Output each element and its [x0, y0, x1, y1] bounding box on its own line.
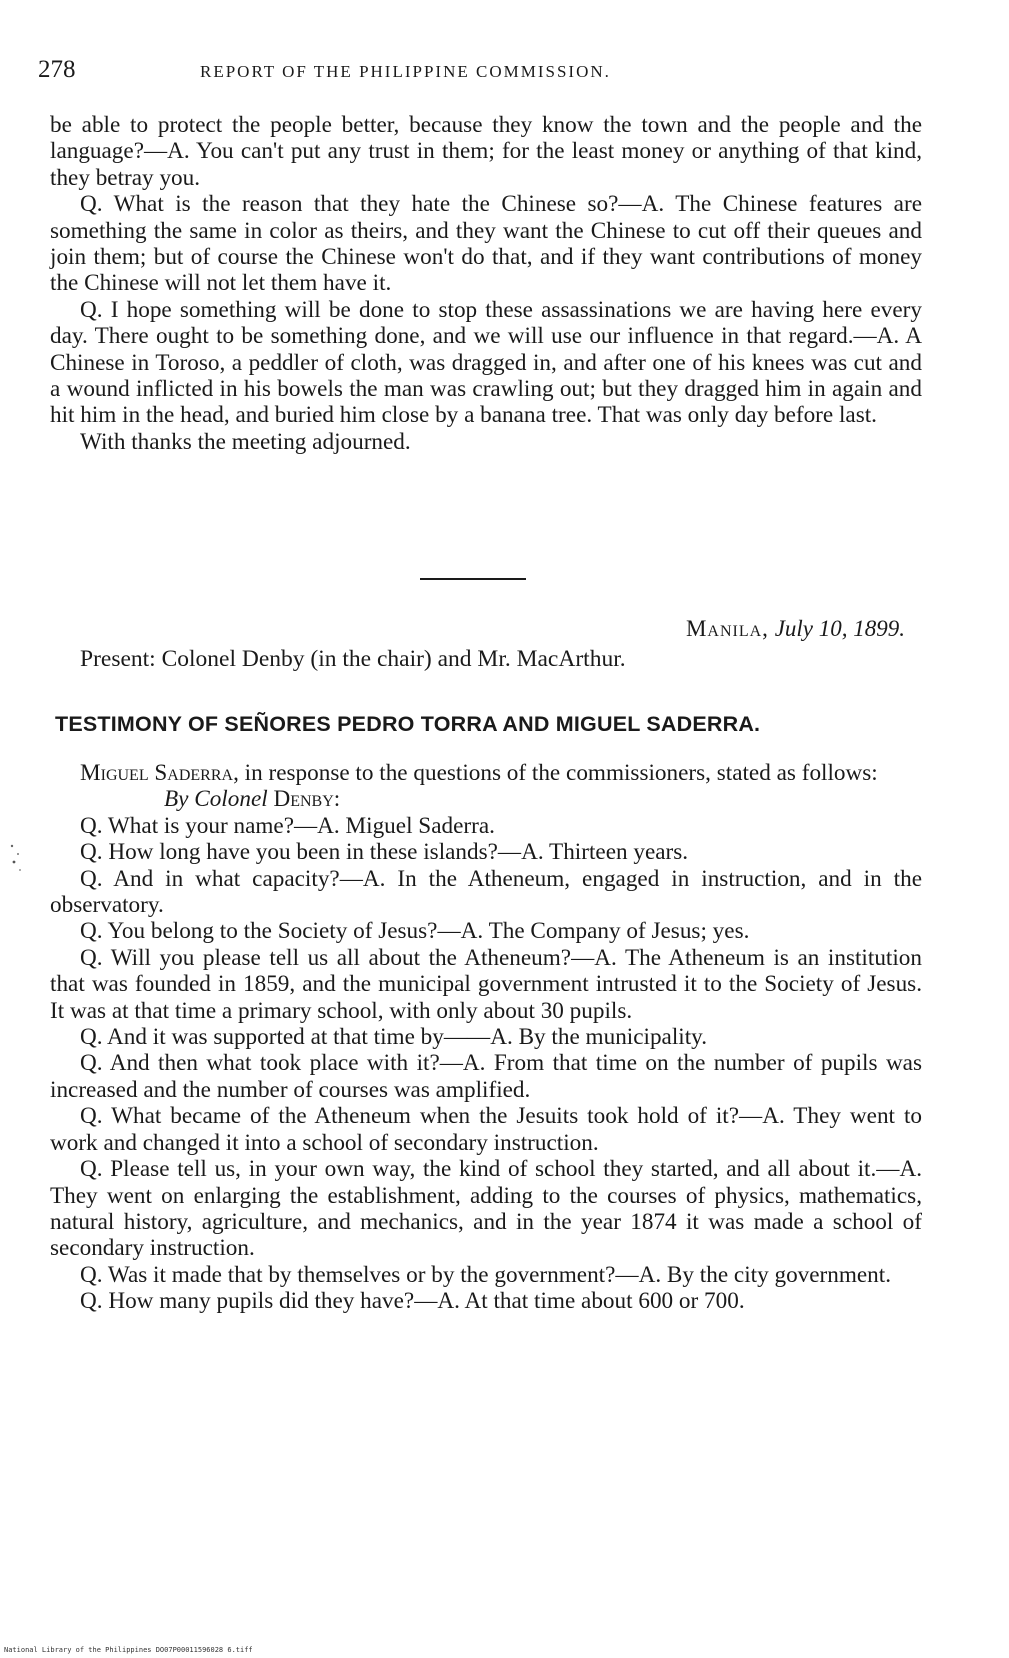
testimony-continuation [50, 112, 922, 455]
intro-paragraph [50, 760, 922, 786]
qa-paragraph: Q. You belong to the Society of Jesus?—A. The Company of Jesus; yes. [80, 918, 750, 945]
qa-paragraph: Q. What became of the Atheneum when the Jesuits took hold of it?—A. They went to work and changed it into a school of secondary instruction. [50, 1103, 922, 1156]
testimony-body [50, 760, 922, 1315]
dateline [686, 616, 905, 642]
examiner-prefix: By Colonel [164, 786, 268, 813]
scan-footer: National Library of the Philippines DO07P00011596028 6.tiff [4, 1646, 253, 1654]
examiner-name: Denby: [273, 786, 341, 813]
qa-paragraph: Q. How many pupils did they have?—A. At that time about 600 or 700. [80, 1288, 745, 1315]
qa-paragraph: Q. How long have you been in these islands?—A. Thirteen years. [80, 839, 689, 866]
examiner-line [50, 786, 922, 812]
dateline-city: Manila, [685, 616, 769, 641]
qa-paragraph: Q. Please tell us, in your own way, the kind of school they started, and all about it.—A. They went on enlarging the establishment, adding to the courses of physics, mathematics, natural history, agriculture, and mechanics, and in the year 1874 it was made a school of secondary instruction. [50, 1156, 922, 1262]
page-header [38, 56, 928, 88]
present-line: Present: Colonel Denby (in the chair) and Mr. MacArthur. [80, 646, 626, 672]
qa-paragraph: Q. Was it made that by themselves or by the government?—A. By the city government. [80, 1261, 892, 1288]
page-number: 278 [38, 56, 76, 83]
section-divider [420, 578, 526, 580]
qa-paragraph: Q. And then what took place with it?—A. From that time on the number of pupils was increased and the number of courses was amplified. [50, 1050, 922, 1103]
speaker-name: Miguel Saderra, [80, 760, 239, 786]
qa-paragraph: Q. Will you please tell us all about the Atheneum?—A. The Atheneum is an institution that was founded in 1859, and the municipal government intrusted it to the Society of Jesus. It was at that time a primary school, with only about 30 pupils. [50, 944, 922, 1024]
paragraph: be able to protect the people better, because they know the town and the people and the language?—A. You can't put any trust in them; for the least money or anything of that kind, they betray you. [50, 112, 922, 191]
qa-paragraph: Q. And in what capacity?—A. In the Atheneum, engaged in instruction, and in the observatory. [50, 865, 922, 919]
dateline-date: July 10, 1899. [774, 616, 905, 641]
section-heading: TESTIMONY OF SEÑORES PEDRO TORRA AND MIGUEL SADERRA. [55, 712, 761, 736]
paragraph: With thanks the meeting adjourned. [80, 428, 411, 455]
running-head: REPORT OF THE PHILIPPINE COMMISSION. [200, 62, 611, 81]
paragraph: Q. What is the reason that they hate the Chinese so?—A. The Chinese features are something the same in color as theirs, and they want the Chinese to cut off their queues and join them; but of course the Chinese won't do that, and if they want contributions of money the Chinese will not let them have it. [50, 191, 922, 297]
qa-paragraph: Q. And it was supported at that time by——A. By the municipality. [80, 1024, 708, 1051]
qa-paragraph: Q. What is your name?—A. Miguel Saderra. [80, 812, 495, 839]
paragraph: Q. I hope something will be done to stop these assassinations we are having here every day. There ought to be something done, and we will use our influence in that regard.—A. A Chinese in Toroso, a peddler of cloth, was dragged in, and after one of his knees was cut and a wound inflicted in his bowels the man was crawling out; but they dragged him in again and hit him in the head, and buried him close by a banana tree. That was only day before last. [50, 296, 922, 429]
scan-speck [6, 840, 26, 880]
intro-text: in response to the questions of the commissioners, stated as follows: [238, 760, 878, 786]
